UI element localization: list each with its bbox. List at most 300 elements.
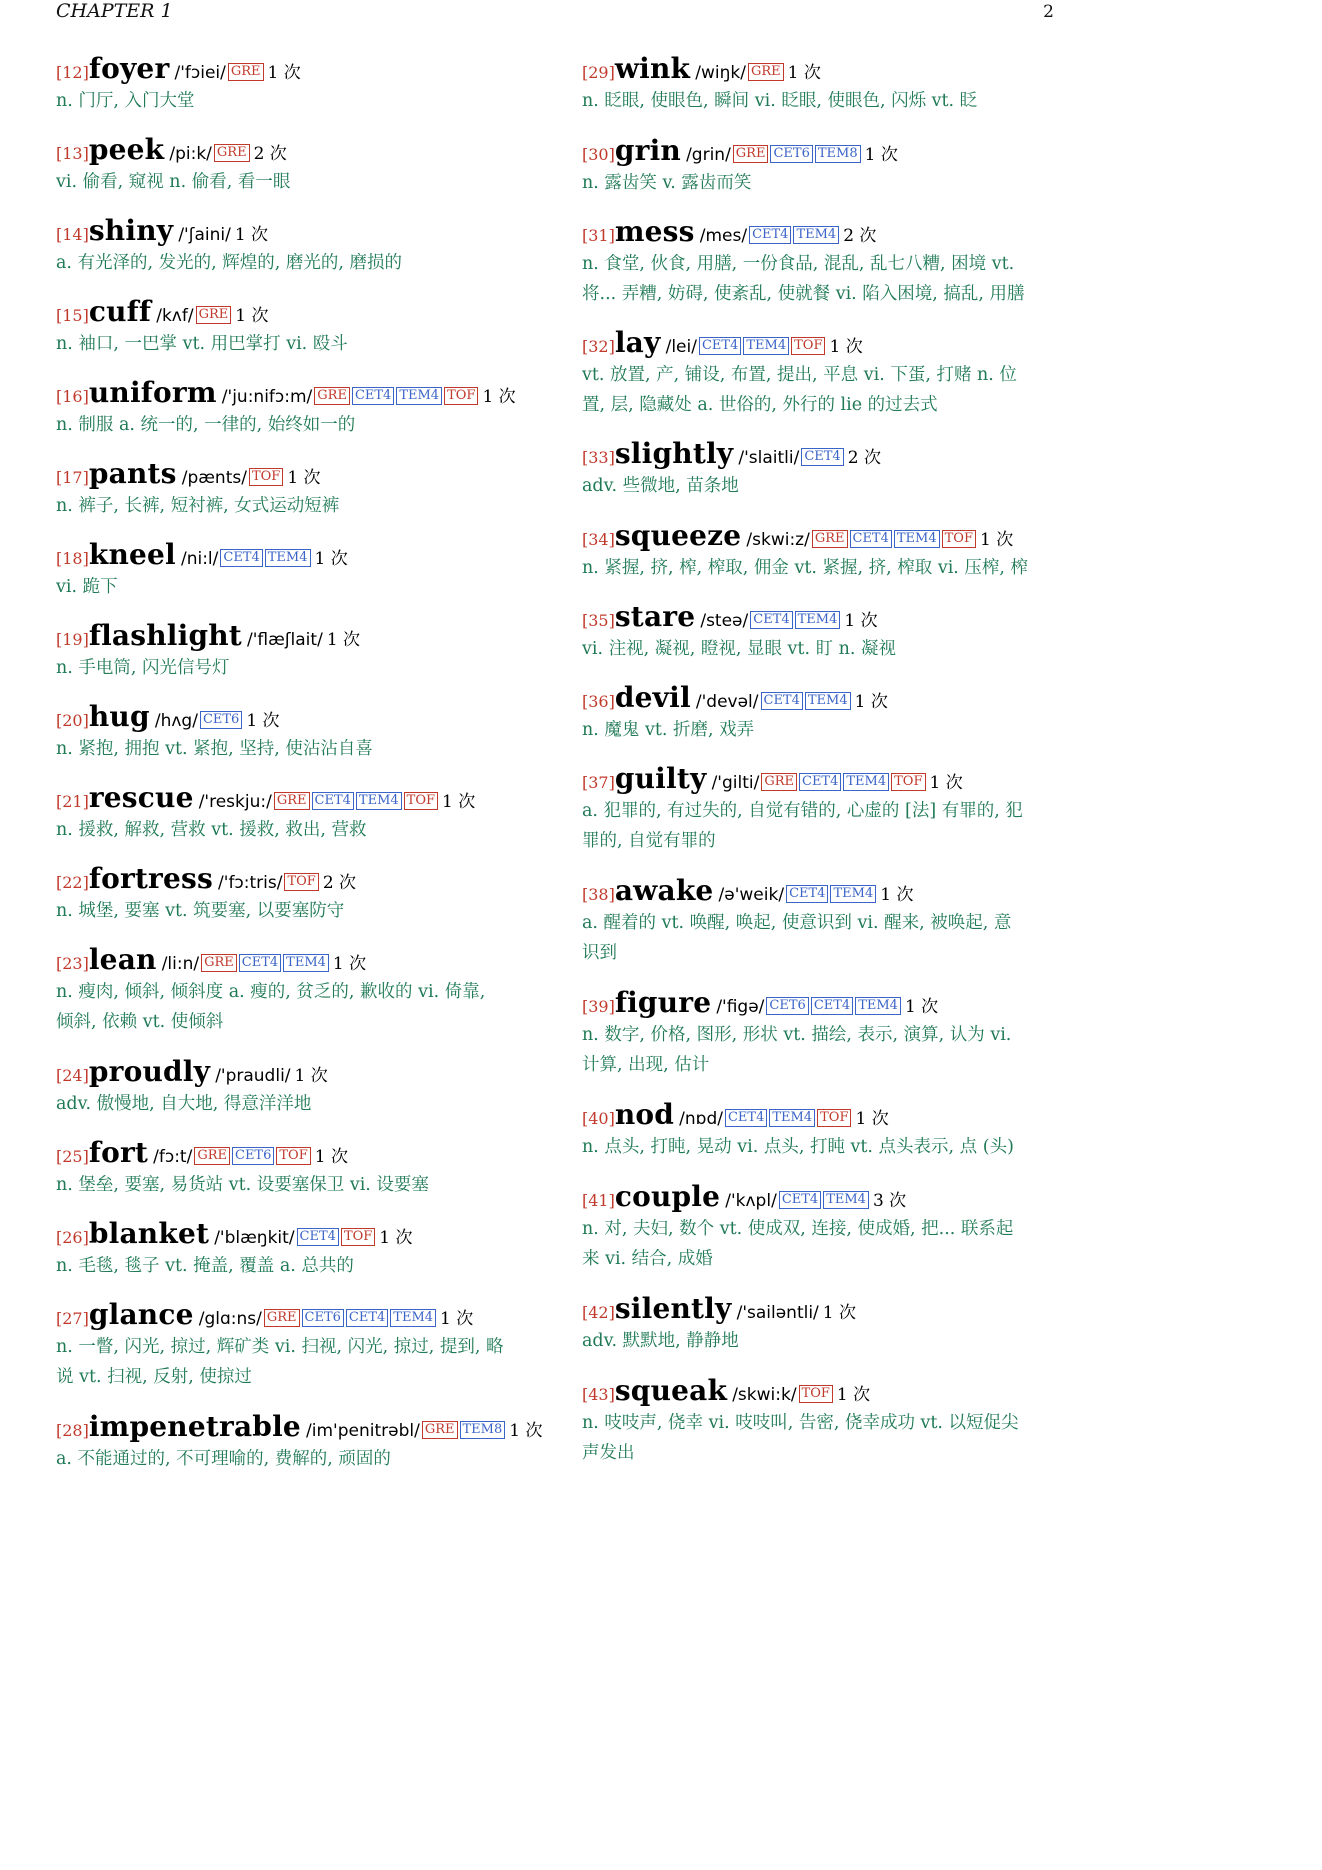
headword: cuff <box>88 295 152 328</box>
exam-tag-gre: GRE <box>422 1421 458 1439</box>
headword-line <box>56 1300 534 1330</box>
definition <box>582 1408 1060 1468</box>
definition <box>56 815 534 845</box>
headword-line <box>56 945 534 975</box>
phonetic: /'fɔ:tris/ <box>218 873 283 893</box>
entry-index: [15] <box>56 306 89 325</box>
entry-index: [43] <box>582 1385 615 1404</box>
vocab-entry <box>582 1376 1060 1476</box>
frequency: 1 次 <box>829 337 863 357</box>
exam-tag-tem4: TEM4 <box>390 1309 436 1327</box>
entry-index: [22] <box>56 873 89 892</box>
phonetic: /hʌg/ <box>154 711 198 731</box>
exam-tag-tem4: TEM4 <box>396 387 442 405</box>
exam-tag-tof: TOF <box>891 773 925 791</box>
exam-tag-cet6: CET6 <box>200 711 242 729</box>
phonetic: /'kʌpl/ <box>725 1191 777 1211</box>
definition-line: n. 食堂, 伙食, 用膳, 一份食品, 混乱, 乱七八糟, 困境 vt. <box>582 254 1015 274</box>
exam-tag-tof: TOF <box>799 1385 833 1403</box>
frequency: 1 次 <box>880 885 914 905</box>
definition-line: 计算, 出现, 估计 <box>582 1055 710 1075</box>
entry-index: [30] <box>582 145 615 164</box>
definition-line: n. 堡垒, 要塞, 易货站 vt. 设要塞保卫 vi. 设要塞 <box>56 1175 429 1195</box>
page-number: 2 <box>1043 2 1054 22</box>
definition <box>56 248 534 278</box>
exam-tag-gre: GRE <box>196 306 232 324</box>
phonetic: /grin/ <box>686 145 731 165</box>
headword: nod <box>614 1098 675 1131</box>
exam-tag-tem4: TEM4 <box>830 885 876 903</box>
definition <box>582 360 1060 420</box>
phonetic: /fɔ:t/ <box>153 1147 193 1167</box>
definition <box>56 653 534 683</box>
definition-line: n. 瘦肉, 倾斜, 倾斜度 a. 瘦的, 贫乏的, 歉收的 vi. 倚靠, <box>56 982 486 1002</box>
definition-line: n. 手电筒, 闪光信号灯 <box>56 658 230 678</box>
definition <box>582 168 1060 198</box>
entry-index: [32] <box>582 337 615 356</box>
headword: foyer <box>88 52 170 85</box>
definition <box>582 1326 1060 1356</box>
exam-tag-gre: GRE <box>194 1147 230 1165</box>
vocab-entry <box>56 702 534 783</box>
definition <box>56 86 534 116</box>
vocab-entry <box>56 1219 534 1300</box>
phonetic: /pi:k/ <box>169 144 212 164</box>
definition-line: 置, 层, 隐藏处 a. 世俗的, 外行的 lie 的过去式 <box>582 395 938 415</box>
headword: rescue <box>88 781 194 814</box>
definition <box>582 634 1060 664</box>
vocab-entry <box>56 54 534 135</box>
phonetic: /'slaitli/ <box>738 448 800 468</box>
phonetic: /skwi:k/ <box>732 1385 797 1405</box>
frequency: 1 次 <box>246 711 280 731</box>
exam-tag-tem4: TEM4 <box>743 337 789 355</box>
definition <box>56 1332 534 1392</box>
definition <box>582 715 1060 745</box>
frequency: 3 次 <box>872 1191 907 1211</box>
phonetic: /'figə/ <box>716 997 765 1017</box>
vocab-entry <box>56 945 534 1057</box>
vocab-entry <box>582 439 1060 521</box>
definition-line: 倾斜, 依赖 vt. 使倾斜 <box>56 1012 224 1032</box>
headword-line <box>56 1410 543 1443</box>
frequency: 1 次 <box>482 387 516 407</box>
definition <box>56 1444 534 1474</box>
entry-index: [24] <box>56 1066 89 1085</box>
definition-line: 将... 弄糟, 妨碍, 使紊乱, 使就餐 vi. 陷入困境, 搞乱, 用膳 <box>582 284 1025 304</box>
vocab-entry <box>56 864 534 945</box>
exam-tag-cet6: CET6 <box>766 997 808 1015</box>
definition-line: n. 露齿笑 v. 露齿而笑 <box>582 173 752 193</box>
phonetic: /pænts/ <box>181 468 247 488</box>
exam-tag-cet4: CET4 <box>786 885 828 903</box>
headword: mess <box>614 215 695 248</box>
exam-tag-cet4: CET4 <box>352 387 394 405</box>
headword: wink <box>614 52 691 85</box>
headword-line <box>582 1182 1060 1212</box>
phonetic: /ə'weik/ <box>718 885 785 905</box>
definition-line: n. 门厅, 入门大堂 <box>56 91 195 111</box>
definition-line: n. 点头, 打盹, 晃动 vi. 点头, 打盹 vt. 点头表示, 点 (头) <box>582 1137 1014 1157</box>
frequency: 1 次 <box>854 692 888 712</box>
headword: impenetrable <box>88 1410 301 1443</box>
phonetic: /glɑ:ns/ <box>198 1309 262 1329</box>
definition-line: n. 城堡, 要塞 vt. 筑要塞, 以要塞防守 <box>56 901 345 921</box>
exam-tag-cet6: CET6 <box>302 1309 344 1327</box>
exam-tag-gre: GRE <box>274 792 310 810</box>
exam-tag-cet4: CET4 <box>850 530 892 548</box>
definition <box>56 1251 534 1281</box>
exam-tag-tem4: TEM4 <box>769 1109 815 1127</box>
headword: squeeze <box>614 519 742 552</box>
definition-line: adv. 傲慢地, 自大地, 得意洋洋地 <box>56 1094 312 1114</box>
left-column <box>56 52 543 1493</box>
definition-line: n. 数字, 价格, 图形, 形状 vt. 描绘, 表示, 演算, 认为 vi. <box>582 1025 1012 1045</box>
exam-tag-cet4: CET4 <box>801 448 843 466</box>
frequency: 2 次 <box>253 144 287 164</box>
entry-index: [28] <box>56 1421 89 1440</box>
headword-line <box>56 135 534 165</box>
exam-tag-cet6: CET6 <box>770 145 812 163</box>
entry-index: [38] <box>582 885 615 904</box>
headword-line <box>582 54 1060 84</box>
exam-tag-tof: TOF <box>404 792 438 810</box>
vocab-entry <box>582 217 1060 328</box>
headword-line <box>56 378 534 408</box>
exam-tag-gre: GRE <box>761 773 797 791</box>
entry-index: [33] <box>582 448 615 467</box>
exam-tag-gre: GRE <box>314 387 350 405</box>
headword: glance <box>88 1298 194 1331</box>
entry-index: [37] <box>582 773 615 792</box>
exam-tag-tof: TOF <box>791 337 825 355</box>
definition-line: n. 吱吱声, 侥幸 vi. 吱吱叫, 告密, 侥幸成功 vt. 以短促尖 <box>582 1413 1019 1433</box>
vocab-entry <box>56 1300 534 1412</box>
definition <box>582 553 1060 583</box>
exam-tag-tem4: TEM4 <box>805 692 851 710</box>
headword: slightly <box>614 437 734 470</box>
entry-index: [16] <box>56 387 89 406</box>
phonetic: /'sailəntli/ <box>736 1303 819 1323</box>
phonetic: /skwi:z/ <box>746 530 810 550</box>
headword-line <box>582 439 1060 469</box>
frequency: 1 次 <box>379 1228 413 1248</box>
exam-tag-cet6: CET6 <box>232 1147 274 1165</box>
entry-index: [40] <box>582 1109 615 1128</box>
definition-line: vt. 放置, 产, 铺设, 布置, 提出, 平息 vi. 下蛋, 打赌 n. 位 <box>582 365 1017 385</box>
exam-tag-tof: TOF <box>942 530 976 548</box>
headword: guilty <box>614 762 707 795</box>
phonetic: /kʌf/ <box>156 306 194 326</box>
phonetic: /ni:l/ <box>180 549 219 569</box>
definition <box>56 572 534 602</box>
exam-tag-cet4: CET4 <box>749 226 791 244</box>
headword: stare <box>614 600 696 633</box>
frequency: 1 次 <box>980 530 1014 550</box>
definition-line: n. 一瞥, 闪光, 掠过, 辉矿类 vi. 扫视, 闪光, 掠过, 提到, 略 <box>56 1337 504 1357</box>
exam-tag-tem4: TEM4 <box>855 997 901 1015</box>
frequency: 1 次 <box>787 63 821 83</box>
definition <box>56 896 534 926</box>
entry-index: [21] <box>56 792 89 811</box>
definition <box>56 167 534 197</box>
entry-index: [34] <box>582 530 615 549</box>
frequency: 1 次 <box>440 1309 474 1329</box>
headword-line <box>582 136 1060 166</box>
headword: uniform <box>88 376 217 409</box>
exam-tag-cet4: CET4 <box>220 549 262 567</box>
chapter-title: CHAPTER 1 <box>56 0 173 22</box>
frequency: 1 次 <box>314 1147 348 1167</box>
phonetic: /mes/ <box>699 226 748 246</box>
vocab-entry <box>582 521 1060 602</box>
entry-index: [14] <box>56 225 89 244</box>
vocab-entry <box>582 988 1060 1100</box>
vocab-entry <box>582 136 1060 217</box>
exam-tag-cet4: CET4 <box>725 1109 767 1127</box>
frequency: 1 次 <box>267 63 301 83</box>
definition-line: a. 犯罪的, 有过失的, 自觉有错的, 心虚的 [法] 有罪的, 犯 <box>582 801 1023 821</box>
vocab-entry <box>582 1182 1060 1294</box>
headword-line <box>56 459 534 489</box>
exam-tag-cet4: CET4 <box>239 954 281 972</box>
headword: shiny <box>88 214 174 247</box>
vocab-entry <box>582 764 1060 876</box>
entry-index: [23] <box>56 954 89 973</box>
phonetic: /'flæʃlait/ <box>247 630 323 650</box>
headword: peek <box>88 133 165 166</box>
phonetic: /nɒd/ <box>679 1109 723 1129</box>
headword: blanket <box>88 1217 210 1250</box>
exam-tag-tof: TOF <box>249 468 283 486</box>
frequency: 2 次 <box>847 448 881 468</box>
headword-line <box>56 702 534 732</box>
entry-index: [20] <box>56 711 89 730</box>
definition-line: n. 对, 夫妇, 数个 vt. 使成双, 连接, 使成婚, 把... 联系起 <box>582 1219 1014 1239</box>
headword-line <box>582 988 1060 1018</box>
frequency: 1 次 <box>294 1066 328 1086</box>
headword-line <box>582 521 1060 551</box>
frequency: 1 次 <box>904 997 939 1017</box>
definition-line: n. 紧抱, 拥抱 vt. 紧抱, 坚持, 使沾沾自喜 <box>56 739 373 759</box>
phonetic: /'devəl/ <box>695 692 759 712</box>
vocab-entry <box>56 621 534 702</box>
vocab-entry <box>56 1138 534 1219</box>
definition <box>582 249 1060 309</box>
headword-line <box>56 1219 534 1249</box>
frequency: 1 次 <box>509 1421 543 1441</box>
phonetic: /wiŋk/ <box>695 63 746 83</box>
phonetic: /im'penitrəbl/ <box>306 1421 420 1441</box>
definition <box>582 796 1060 856</box>
exam-tag-cet4: CET4 <box>761 692 803 710</box>
headword: awake <box>614 874 714 907</box>
definition-line: 说 vt. 扫视, 反射, 使掠过 <box>56 1367 252 1387</box>
frequency: 2 次 <box>322 873 357 893</box>
headword: fortress <box>88 862 213 895</box>
phonetic: /'ʃaini/ <box>178 225 231 245</box>
headword: grin <box>614 134 681 167</box>
exam-tag-tem8: TEM8 <box>460 1421 506 1439</box>
exam-tag-cet4: CET4 <box>699 337 741 355</box>
phonetic: /steə/ <box>700 611 749 631</box>
headword: couple <box>614 1180 721 1213</box>
definition-line: vi. 注视, 凝视, 瞪视, 显眼 vt. 盯 n. 凝视 <box>582 639 897 659</box>
definition <box>582 471 1060 501</box>
definition-line: n. 援救, 解救, 营救 vt. 援救, 救出, 营救 <box>56 820 367 840</box>
entry-index: [35] <box>582 611 615 630</box>
entry-index: [36] <box>582 692 615 711</box>
headword: proudly <box>88 1055 211 1088</box>
definition <box>582 1214 1060 1274</box>
phonetic: /'blæŋkit/ <box>214 1228 295 1248</box>
entry-index: [41] <box>582 1191 615 1210</box>
definition-line: n. 裤子, 长裤, 短衬裤, 女式运动短裤 <box>56 496 340 516</box>
exam-tag-tem4: TEM4 <box>283 954 329 972</box>
exam-tag-tof: TOF <box>276 1147 310 1165</box>
definition <box>582 1020 1060 1080</box>
definition-line: n. 眨眼, 使眼色, 瞬间 vi. 眨眼, 使眼色, 闪烁 vt. 眨 <box>582 91 978 111</box>
definition <box>56 410 534 440</box>
exam-tag-gre: GRE <box>201 954 237 972</box>
vocab-entry <box>582 328 1060 439</box>
headword-line <box>582 876 1060 906</box>
exam-tag-gre: GRE <box>812 530 848 548</box>
definition <box>582 908 1060 968</box>
vocab-entry <box>56 459 534 540</box>
phonetic: /'ju:nifɔ:m/ <box>221 387 313 407</box>
exam-tag-cet4: CET4 <box>779 1191 821 1209</box>
headword: silently <box>614 1292 732 1325</box>
frequency: 1 次 <box>287 468 321 488</box>
exam-tag-tem4: TEM4 <box>823 1191 869 1209</box>
exam-tag-tof: TOF <box>341 1228 375 1246</box>
definition <box>56 491 534 521</box>
right-column <box>582 54 1060 1476</box>
exam-tag-cet4: CET4 <box>346 1309 388 1327</box>
exam-tag-gre: GRE <box>733 145 769 163</box>
vocab-entry <box>56 1057 534 1138</box>
entry-index: [26] <box>56 1228 89 1247</box>
vocab-entry <box>582 1294 1060 1376</box>
definition <box>56 977 534 1037</box>
vocab-entry <box>56 783 534 864</box>
definition <box>582 1132 1060 1162</box>
headword-line <box>56 864 534 894</box>
phonetic: /'reskju:/ <box>198 792 272 812</box>
definition <box>56 329 534 359</box>
headword-line <box>56 297 534 327</box>
definition-line: n. 紧握, 挤, 榨, 榨取, 佣金 vt. 紧握, 挤, 榨取 vi. 压榨, 榨 <box>582 558 1029 578</box>
headword: fort <box>88 1136 149 1169</box>
definition-line: adv. 些微地, 苗条地 <box>582 476 739 496</box>
frequency: 1 次 <box>234 225 269 245</box>
headword-line <box>582 764 1060 794</box>
entry-index: [29] <box>582 63 615 82</box>
definition-line: n. 毛毯, 毯子 vt. 掩盖, 覆盖 a. 总共的 <box>56 1256 354 1276</box>
headword-line <box>582 683 1060 713</box>
definition-line: 罪的, 自觉有罪的 <box>582 831 716 851</box>
exam-tag-cet4: CET4 <box>297 1228 339 1246</box>
headword-line <box>582 217 1060 247</box>
exam-tag-cet4: CET4 <box>811 997 853 1015</box>
headword: hug <box>88 700 150 733</box>
frequency: 1 次 <box>332 954 367 974</box>
exam-tag-tem4: TEM4 <box>894 530 940 548</box>
vocab-entry <box>582 602 1060 683</box>
headword-line <box>582 1294 1060 1324</box>
exam-tag-tem4: TEM4 <box>843 773 889 791</box>
frequency: 1 次 <box>929 773 963 793</box>
entry-index: [19] <box>56 630 89 649</box>
frequency: 1 次 <box>822 1303 857 1323</box>
vocab-entry <box>582 54 1060 136</box>
frequency: 1 次 <box>442 792 476 812</box>
frequency: 1 次 <box>855 1109 889 1129</box>
exam-tag-tof: TOF <box>444 387 478 405</box>
entry-index: [17] <box>56 468 89 487</box>
entry-index: [12] <box>56 63 89 82</box>
exam-tag-cet4: CET4 <box>750 611 792 629</box>
definition-line: n. 魔鬼 vt. 折磨, 戏弄 <box>582 720 755 740</box>
definition-line: n. 制服 a. 统一的, 一律的, 始终如一的 <box>56 415 356 435</box>
definition-line: a. 有光泽的, 发光的, 辉煌的, 磨光的, 磨损的 <box>56 253 403 273</box>
frequency: 1 次 <box>864 145 898 165</box>
definition-line: vi. 跪下 <box>56 577 118 597</box>
exam-tag-cet4: CET4 <box>799 773 841 791</box>
definition-line: 来 vi. 结合, 成婚 <box>582 1249 713 1269</box>
exam-tag-tof: TOF <box>284 873 318 891</box>
headword: figure <box>614 986 712 1019</box>
headword-line <box>582 328 1060 358</box>
exam-tag-tem4: TEM4 <box>356 792 402 810</box>
vocab-entry <box>56 135 534 216</box>
headword: lean <box>88 943 157 976</box>
exam-tag-tem4: TEM4 <box>265 549 311 567</box>
exam-tag-gre: GRE <box>214 144 250 162</box>
definition-line: adv. 默默地, 静静地 <box>582 1331 739 1351</box>
phonetic: /'fɔiei/ <box>174 63 226 83</box>
definition-line: n. 袖口, 一巴掌 vt. 用巴掌打 vi. 殴斗 <box>56 334 348 354</box>
vocab-entry <box>582 1100 1060 1182</box>
vocab-entry <box>582 683 1060 764</box>
headword-line <box>56 783 534 813</box>
definition-line: 声发出 <box>582 1443 635 1463</box>
exam-tag-tem4: TEM4 <box>795 611 841 629</box>
frequency: 1 次 <box>844 611 878 631</box>
headword: squeak <box>614 1374 728 1407</box>
exam-tag-tof: TOF <box>817 1109 851 1127</box>
entry-index: [13] <box>56 144 89 163</box>
entry-index: [27] <box>56 1309 89 1328</box>
entry-index: [18] <box>56 549 89 568</box>
definition <box>582 86 1060 116</box>
definition <box>56 1170 534 1200</box>
frequency: 1 次 <box>326 630 361 650</box>
frequency: 1 次 <box>314 549 348 569</box>
vocab-entry <box>56 378 534 459</box>
vocab-entry <box>56 297 534 378</box>
vocab-entry <box>582 876 1060 988</box>
exam-tag-gre: GRE <box>748 63 784 81</box>
entry-index: [25] <box>56 1147 89 1166</box>
frequency: 1 次 <box>836 1385 871 1405</box>
phonetic: /lei/ <box>665 337 697 357</box>
definition-line: vi. 偷看, 窥视 n. 偷看, 看一眼 <box>56 172 291 192</box>
definition-line: a. 醒着的 vt. 唤醒, 唤起, 使意识到 vi. 醒来, 被唤起, 意 <box>582 913 1012 933</box>
headword-line <box>56 540 534 570</box>
exam-tag-gre: GRE <box>228 63 264 81</box>
